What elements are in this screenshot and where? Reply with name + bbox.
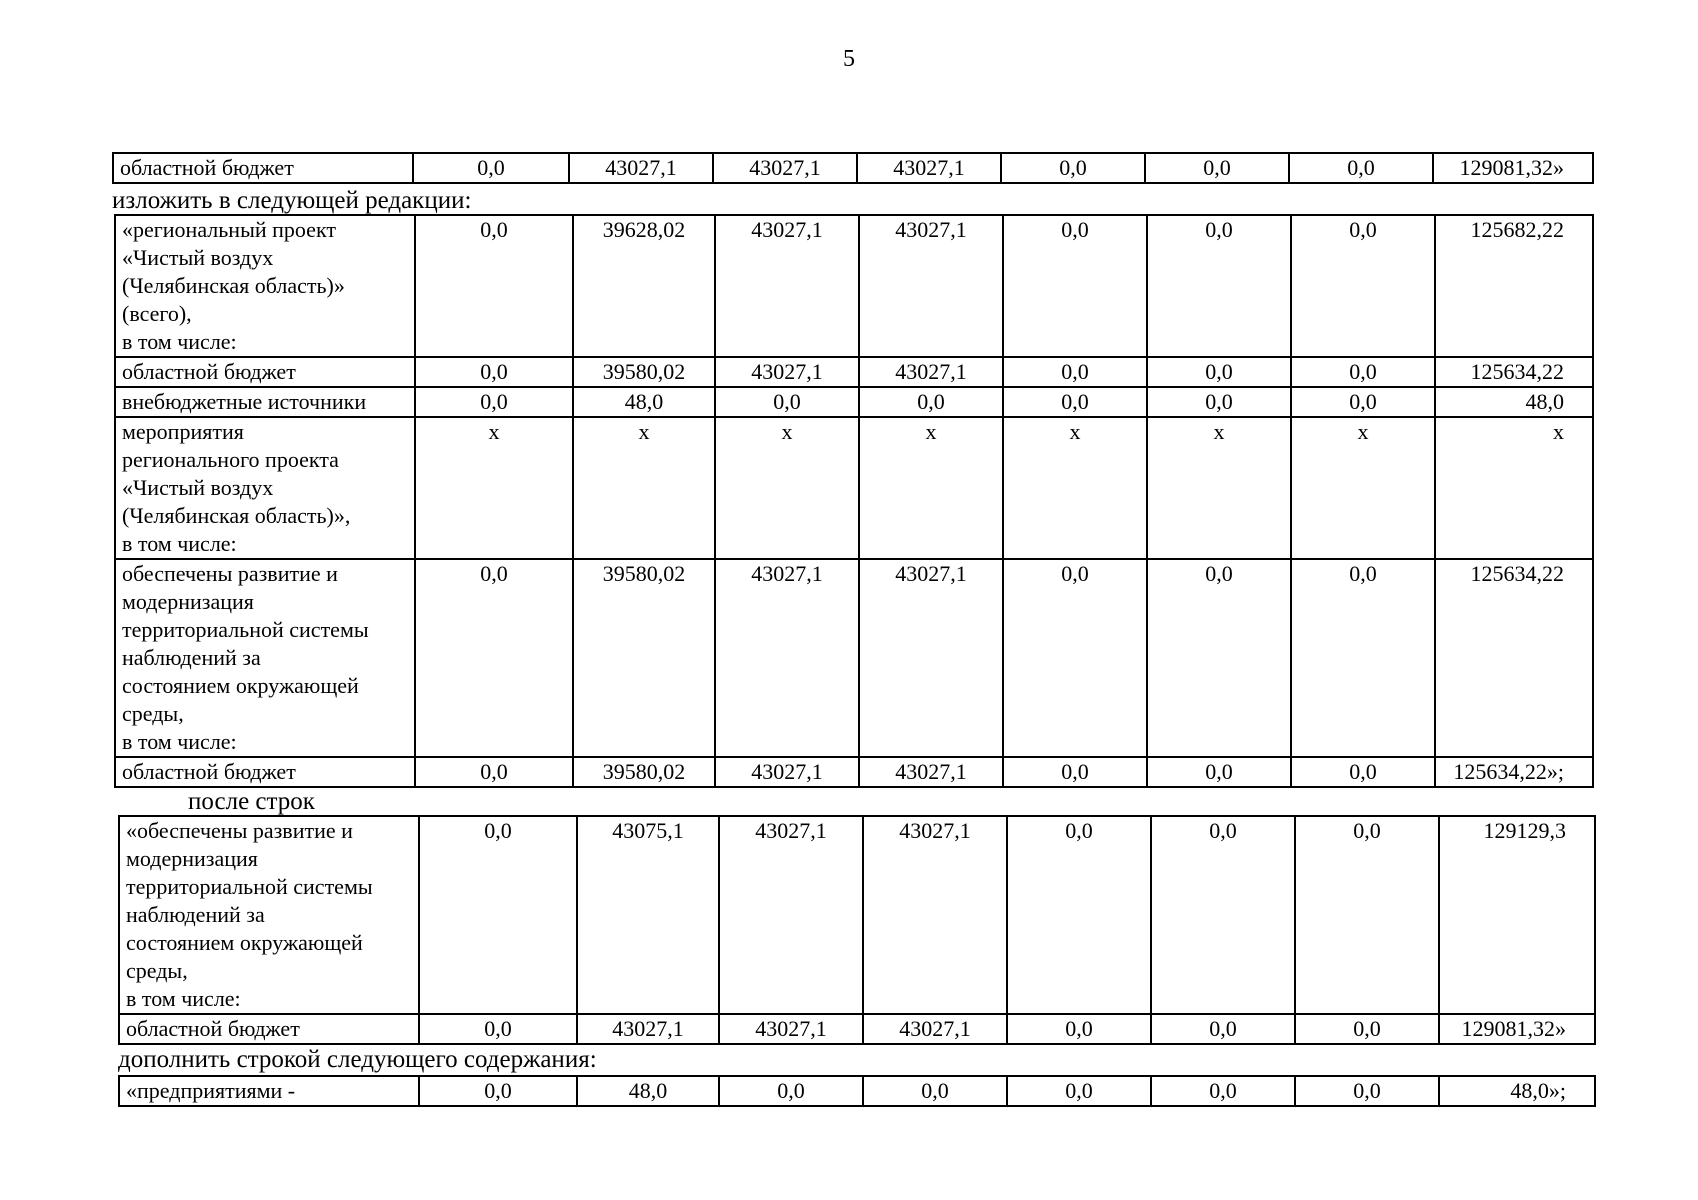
value-cell: 43027,1 (857, 153, 1001, 183)
value-cell: 0,0 (419, 1076, 577, 1106)
table-new-edition-block (114, 214, 1594, 788)
value-cell: 0,0 (1151, 1076, 1295, 1106)
value-cell: 43027,1 (715, 357, 859, 387)
value-cell: 39580,02 (573, 757, 715, 787)
value-cell: 39580,02 (573, 559, 715, 757)
table-row (119, 1076, 1595, 1106)
value-cell: 39580,02 (573, 357, 715, 387)
value-cell: 0,0 (419, 1014, 577, 1044)
value-cell: 0,0 (859, 387, 1003, 417)
value-cell: 43027,1 (859, 559, 1003, 757)
value-cell: 0,0 (1291, 757, 1435, 787)
table-row (115, 757, 1593, 787)
value-cell: 0,0 (1291, 215, 1435, 357)
value-cell: 0,0 (1151, 1014, 1295, 1044)
row-label: «региональный проект «Чистый воздух (Челябинская область)» (всего), в том числе: (115, 215, 415, 357)
table-add-block (118, 1075, 1596, 1107)
value-cell: 125634,22»; (1435, 757, 1593, 787)
value-cell: 0,0 (419, 816, 577, 1014)
table-row (115, 215, 1593, 357)
caption-add-row: дополнить строкой следующего содержания: (118, 1046, 597, 1073)
value-cell: 0,0 (1003, 757, 1147, 787)
value-cell: 125682,22 (1435, 215, 1593, 357)
value-cell: 48,0 (1435, 387, 1593, 417)
value-cell: 0,0 (1147, 357, 1291, 387)
value-cell: 129129,3 (1439, 816, 1595, 1014)
caption-new-edition: изложить в следующей редакции: (112, 187, 472, 214)
value-cell: 0,0 (1151, 816, 1295, 1014)
value-cell: 43027,1 (715, 215, 859, 357)
value-cell: 0,0 (1007, 1014, 1151, 1044)
value-cell: 0,0 (1291, 357, 1435, 387)
value-cell: 43027,1 (569, 153, 713, 183)
row-label: мероприятия регионального проекта «Чистый воздух (Челябинская область)», в том числе: (115, 417, 415, 559)
table-row (115, 357, 1593, 387)
value-cell: 43027,1 (715, 757, 859, 787)
value-cell: 0,0 (1145, 153, 1289, 183)
value-cell: 0,0 (1003, 559, 1147, 757)
value-cell: 0,0 (1147, 757, 1291, 787)
value-cell: 0,0 (415, 757, 573, 787)
table-before-block (112, 152, 1594, 184)
value-cell: 43027,1 (859, 757, 1003, 787)
budget-table-3 (118, 815, 1596, 1045)
value-cell: 0,0 (1147, 559, 1291, 757)
value-cell: 0,0 (1295, 1014, 1439, 1044)
value-cell: 0,0 (1007, 1076, 1151, 1106)
value-cell: 39628,02 (573, 215, 715, 357)
value-cell: 0,0 (1295, 816, 1439, 1014)
row-label: обеспечены развитие и модернизация территориальной системы наблюдений за состоянием окружающей среды, в том числе: (115, 559, 415, 757)
value-cell: 0,0 (1003, 387, 1147, 417)
row-label: областной бюджет (115, 357, 415, 387)
value-cell: 0,0 (1291, 559, 1435, 757)
value-cell: 0,0 (1147, 387, 1291, 417)
value-cell: 0,0 (1003, 357, 1147, 387)
value-cell: 43027,1 (863, 1014, 1007, 1044)
value-cell: x (1147, 417, 1291, 559)
value-cell: x (1291, 417, 1435, 559)
row-label: областной бюджет (119, 1014, 419, 1044)
value-cell: 43027,1 (859, 215, 1003, 357)
value-cell: 0,0 (1001, 153, 1145, 183)
value-cell: 129081,32» (1433, 153, 1593, 183)
caption-after-rows: после строк (188, 788, 315, 815)
table-after-block (118, 815, 1596, 1045)
row-label: внебюджетные источники (115, 387, 415, 417)
row-label: «обеспечены развитие и модернизация территориальной системы наблюдений за состоянием окружающей среды, в том числе: (119, 816, 419, 1014)
value-cell: 0,0 (415, 215, 573, 357)
table-row (119, 816, 1595, 1014)
value-cell: 43027,1 (859, 357, 1003, 387)
value-cell: x (1003, 417, 1147, 559)
value-cell: 0,0 (415, 357, 573, 387)
value-cell: 43027,1 (863, 816, 1007, 1014)
table-row (115, 417, 1593, 559)
value-cell: 0,0 (415, 387, 573, 417)
value-cell: x (573, 417, 715, 559)
row-label: областной бюджет (113, 153, 413, 183)
value-cell: 48,0»; (1439, 1076, 1595, 1106)
value-cell: x (859, 417, 1003, 559)
value-cell: 48,0 (577, 1076, 719, 1106)
value-cell: 125634,22 (1435, 357, 1593, 387)
value-cell: 0,0 (863, 1076, 1007, 1106)
value-cell: 0,0 (1289, 153, 1433, 183)
value-cell: 0,0 (1147, 215, 1291, 357)
value-cell: 0,0 (719, 1076, 863, 1106)
value-cell: 0,0 (413, 153, 569, 183)
value-cell: 0,0 (1007, 816, 1151, 1014)
value-cell: 43027,1 (715, 559, 859, 757)
budget-table-2 (114, 214, 1594, 788)
value-cell: 43075,1 (577, 816, 719, 1014)
value-cell: x (1435, 417, 1593, 559)
table-row (119, 1014, 1595, 1044)
value-cell: 43027,1 (713, 153, 857, 183)
table-row (115, 559, 1593, 757)
page-number: 5 (843, 46, 855, 72)
value-cell: x (415, 417, 573, 559)
table-row (113, 153, 1593, 183)
value-cell: 129081,32» (1439, 1014, 1595, 1044)
value-cell: x (715, 417, 859, 559)
value-cell: 0,0 (715, 387, 859, 417)
value-cell: 0,0 (1291, 387, 1435, 417)
value-cell: 43027,1 (577, 1014, 719, 1044)
value-cell: 125634,22 (1435, 559, 1593, 757)
table-row (115, 387, 1593, 417)
value-cell: 43027,1 (719, 1014, 863, 1044)
value-cell: 0,0 (1295, 1076, 1439, 1106)
value-cell: 0,0 (415, 559, 573, 757)
budget-table-1 (112, 152, 1594, 184)
value-cell: 0,0 (1003, 215, 1147, 357)
budget-table-4 (118, 1075, 1596, 1107)
value-cell: 48,0 (573, 387, 715, 417)
value-cell: 43027,1 (719, 816, 863, 1014)
row-label: «предприятиями - (119, 1076, 419, 1106)
row-label: областной бюджет (115, 757, 415, 787)
